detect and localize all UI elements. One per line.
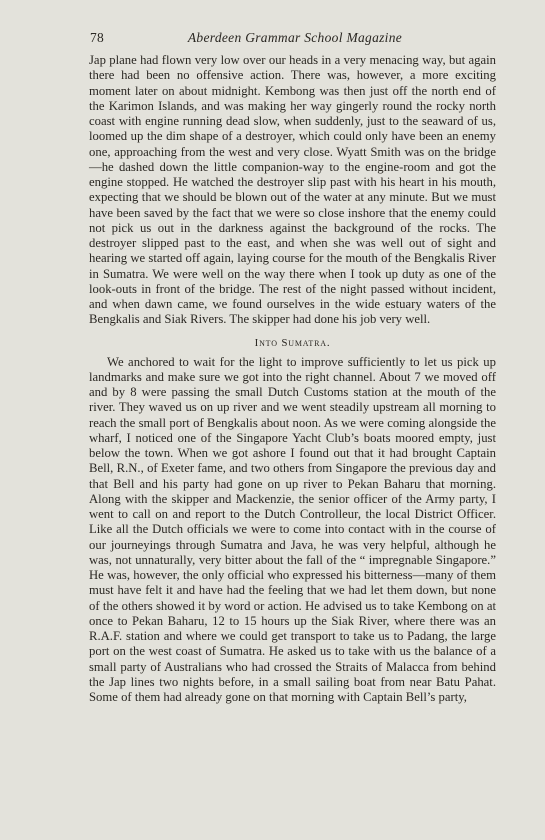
paragraph-into-sumatra: We anchored to wait for the light to improve sufficiently to let us pick up landmarks and make sure we got into the right channel. About 7 we moved off and by 8 were passing the small Dutch Customs station at the mouth of the river. They waved us on up river and we went steadily upstream all morning to reach the small port of Bengkalis about noon. As we were coming alongside the wharf, I noticed one of the Singapore Yacht Club’s boats moored empty, just below the town. When we got ashore I found out that it had brought Captain Bell, R.N., of Exeter fame, and two others from Singapore the previous day and that Bell and his party had gone on up river to Pekan Baharu that morning. Along with the skipper and Mackenzie, the senior officer of the Army party, I went to call on and report to the Dutch Controlleur, the local District Officer. Like all the Dutch officials we were to come into contact with in the course of our journeyings through Sumatra and Java, he was very helpful, although he was, not unnaturally, very bitter about the fall of the “ impregnable Singapore.” He was, however, the only official who expressed his bitterness—many of them must have felt it and have had the feeling that we had let them down, but none of the others showed it by word or action. He advised us to take Kembong on at once to Pekan Baharu, 12 to 15 hours up the Siak River, where there was an R.A.F. station and where we could get transport to take us to Padang, the large port on the west coast of Sumatra. He asked us to take with us the balance of a small party of Australians who had crossed the Straits of Malacca from behind the Jap lines two nights before, in a small sailing boat from near Batu Pahat. Some of them had already gone on that morning with Captain Bell’s party, [89,354,496,704]
page-header [90,30,500,48]
page-number: 78 [90,30,104,45]
paragraph-continued: Jap plane had flown very low over our heads in a very menacing way, but again there had been no offensive action. There was, however, a more exciting moment later on about midnight. Kembong was then just off the north end of the Karimon Islands, and was making her way gingerly round the rocky north coast with engine running dead slow, when suddenly, just to the seaward of us, loomed up the dim shape of a destroyer, which could only have been an enemy one, approaching from the west and very close. Wyatt Smith was on the bridge—he dashed down the little companion-way to the engine-room and got the engine stopped. He watched the destroyer slip past with his heart in his mouth, expecting that we should be blown out of the water at any minute. But we must have been saved by the fact that we were so close inshore that the enemy could not pick us out in the darkness against the background of the rocks. The destroyer slipped past to the east, and when she was well out of sight and hearing we started off again, laying course for the mouth of the Bengkalis River in Sumatra. We were well on the way there when I took up duty as one of the look-outs in front of the bridge. The rest of the night passed without incident, and when dawn came, we found ourselves in the wide estuary waters of the Bengkalis and Siak Rivers. The skipper had done his job very well. [89,53,496,327]
article-body [89,53,496,705]
running-title: Aberdeen Grammar School Magazine [187,30,403,45]
section-heading: Into Sumatra. [254,336,331,349]
